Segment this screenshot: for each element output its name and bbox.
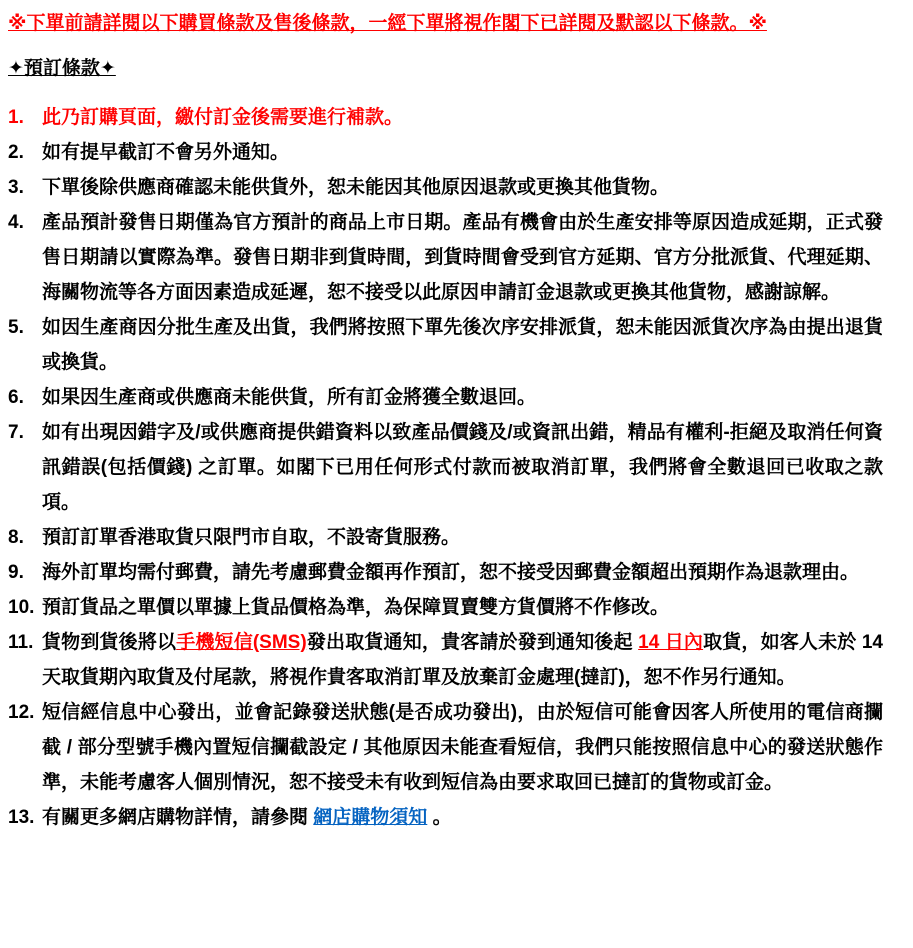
term-text-segment: 。: [427, 807, 452, 829]
term-text: [42, 135, 883, 170]
term-text-segment: 14 日內: [638, 632, 704, 654]
term-text: [42, 415, 883, 520]
term-text-segment: 產品預計發售日期僅為官方預計的商品上市日期。產品有機會由於生產安排等原因造成延期，正式發售日期請以實際為準。發售日期非到貨時間，到貨時間會受到官方延期、官方分批派貨、代理延期、海關物流等各方面因素造成延遲，恕不接受以此原因申請訂金退款或更換其他貨物，感謝諒解。: [42, 212, 883, 304]
terms-list: [8, 100, 883, 835]
term-text: [42, 380, 883, 415]
term-number: 11.: [8, 632, 34, 654]
term-text-segment: 此乃訂購頁面，繳付訂金後需要進行補款。: [42, 107, 404, 129]
term-text: [42, 555, 883, 590]
term-text-segment: 如有出現因錯字及/或供應商提供錯資料以致產品價錢及/或資訊出錯，精品有權利-拒絕及取消任何資訊錯誤(包括價錢) 之訂單。如閣下已用任何形式付款而被取消訂單，我們將會全數退回已收取之款項。: [42, 422, 883, 514]
term-item: [8, 625, 883, 695]
term-text-segment: 發出取貨通知，貴客請於發到通知後起: [306, 632, 639, 654]
term-item: [8, 590, 883, 625]
term-item: [8, 695, 883, 800]
term-item: [8, 170, 883, 205]
term-text-segment: 手機短信(SMS): [176, 632, 307, 654]
term-text: [42, 625, 883, 695]
section-title: ✦預訂條款✦: [8, 57, 116, 79]
term-text-segment: 如有提早截訂不會另外通知。: [42, 142, 290, 164]
term-number: 1.: [8, 107, 24, 129]
term-number: 4.: [8, 212, 24, 234]
term-text-segment: 如果因生產商或供應商未能供貨，所有訂金將獲全數退回。: [42, 387, 537, 409]
term-number: 7.: [8, 422, 24, 444]
term-item: [8, 310, 883, 380]
term-text-segment: 有關更多網店購物詳情，請參閱: [42, 807, 314, 829]
term-item: [8, 520, 883, 555]
term-number: 5.: [8, 317, 24, 339]
term-item: [8, 415, 883, 520]
term-number: 12.: [8, 702, 35, 724]
shop-guide-link[interactable]: 網店購物須知: [313, 807, 428, 829]
term-item: [8, 135, 883, 170]
term-number: 2.: [8, 142, 24, 164]
term-number: 13.: [8, 807, 35, 829]
term-item: [8, 380, 883, 415]
term-number: 6.: [8, 387, 24, 409]
term-text: [42, 590, 883, 625]
term-text-segment: 短信經信息中心發出，並會記錄發送狀態(是否成功發出)，由於短信可能會因客人所使用的電信商攔截 / 部分型號手機內置短信攔截設定 / 其他原因未能查看短信，我們只能按照信息中心的發送狀態作準，未能考慮客人個別情況，恕不接受未有收到短信為由要求取回已撻訂的貨物或訂金。: [42, 702, 883, 794]
term-text: [42, 205, 883, 310]
warning-header: ※下單前請詳閱以下購買條款及售後條款，一經下單將視作閣下已詳閱及默認以下條款。※: [8, 13, 767, 34]
term-text-segment: 如因生產商因分批生產及出貨，我們將按照下單先後次序安排派貨，恕未能因派貨次序為由提出退貨或換貨。: [42, 317, 883, 374]
term-item: [8, 800, 883, 835]
term-text-segment: 貨物到貨後將以: [42, 632, 177, 654]
term-text-segment: 取貨，如客人未於 14 天取貨期內取貨及付尾款，將視作貴客取消訂單及放棄訂金處理(撻訂)，恕不作另行通知。: [42, 632, 883, 689]
term-number: 8.: [8, 527, 24, 549]
term-item: [8, 205, 883, 310]
term-text-segment: 下單後除供應商確認未能供貨外，恕未能因其他原因退款或更換其他貨物。: [42, 177, 670, 199]
term-text: [42, 695, 883, 800]
term-number: 10.: [8, 597, 35, 619]
term-text: [42, 520, 883, 555]
term-text: [42, 170, 883, 205]
term-text-segment: 海外訂單均需付郵費，請先考慮郵費金額再作預訂，恕不接受因郵費金額超出預期作為退款理由。: [42, 562, 860, 584]
term-text-segment: 預訂貨品之單價以單據上貨品價格為準，為保障買賣雙方貨價將不作修改。: [42, 597, 670, 619]
term-item: [8, 555, 883, 590]
term-text: [42, 100, 883, 135]
term-text: [42, 800, 883, 835]
term-item: [8, 100, 883, 135]
term-number: 3.: [8, 177, 24, 199]
term-text-segment: 預訂訂單香港取貨只限門市自取，不設寄貨服務。: [42, 527, 461, 549]
term-number: 9.: [8, 562, 24, 584]
term-text: [42, 310, 883, 380]
